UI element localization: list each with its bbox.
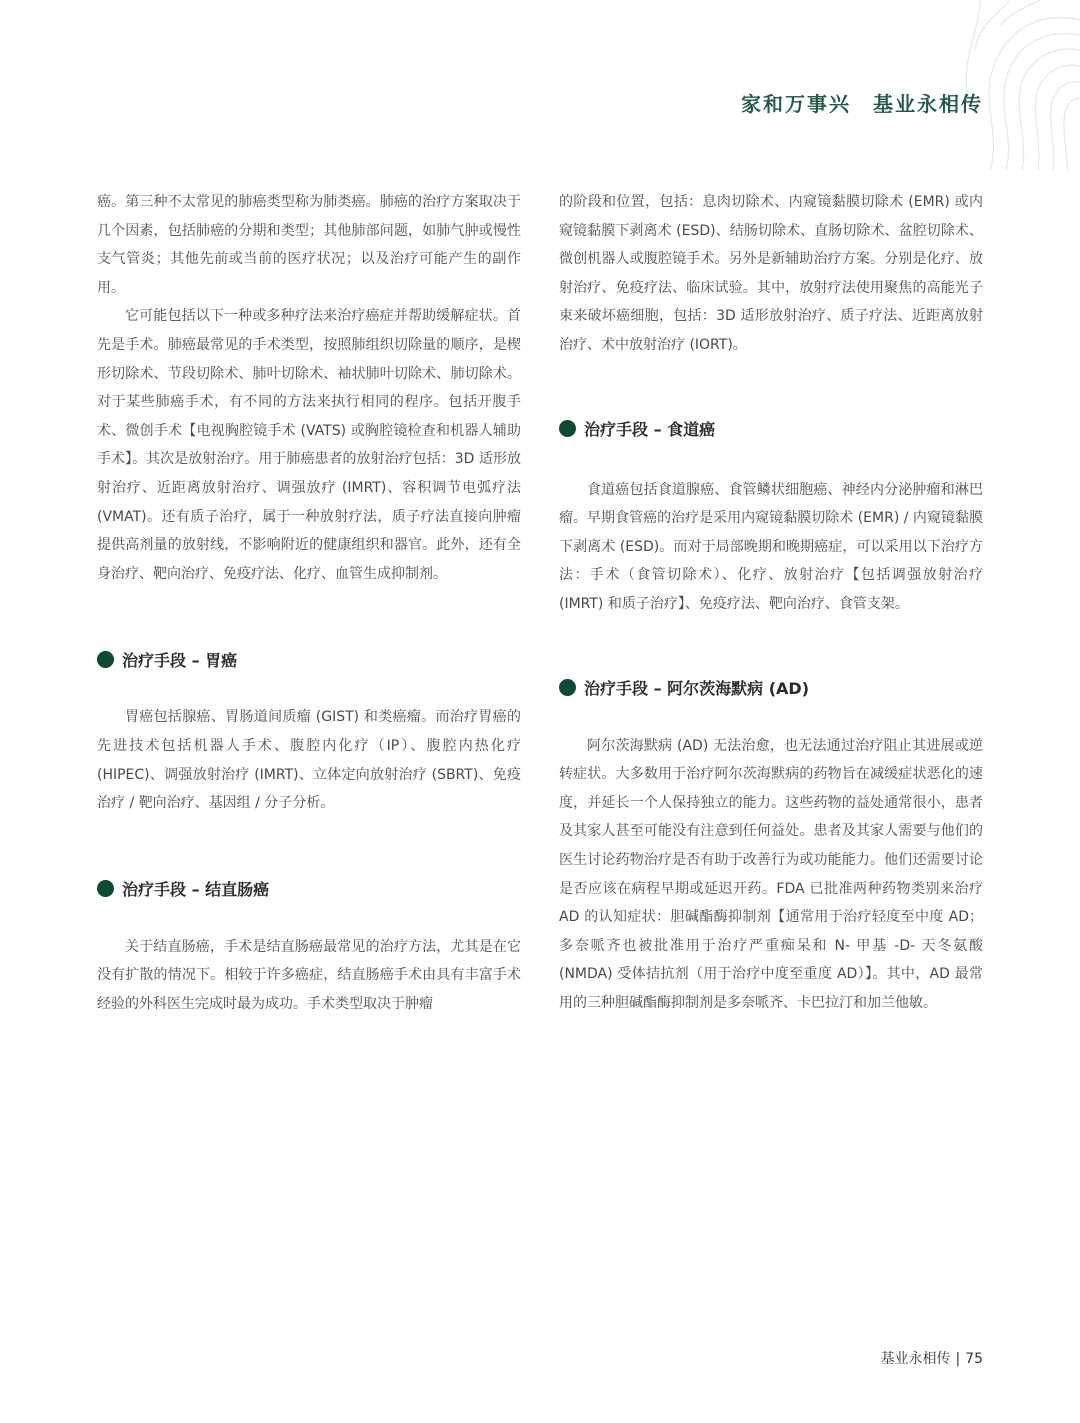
section-heading-esophageal-text: 治疗手段 – 食道癌 <box>584 420 716 440</box>
paragraph-stomach: 胃癌包括腺癌、胃肠道间质瘤 (GIST) 和类癌瘤。而治疗胃癌的先进技术包括机器人手术、腹腔内化疗（IP）、腹腔内热化疗 (HIPEC)、调强放射治疗 (IMRT)、立体定向放射治疗 (SBRT)、免疫治疗 / 靶向治疗、基因组 / 分子分析。 <box>97 709 521 812</box>
section-heading-colorectal <box>97 874 521 904</box>
section-heading-stomach-text: 治疗手段 – 胃癌 <box>122 650 238 670</box>
bullet-dot-icon <box>559 420 576 437</box>
section-heading-colorectal-text: 治疗手段 – 结直肠癌 <box>122 880 270 900</box>
section-heading-esophageal <box>559 414 983 444</box>
paragraph-esophageal: 食道癌包括食道腺癌、食管鳞状细胞癌、神经内分泌肿瘤和淋巴瘤。早期食管癌的治疗是采用内窥镜黏膜切除术 (EMR) / 内窥镜黏膜下剥离术 (ESD)。而对于局部晚期和晚期癌症，可以采用以下治疗方法：手术（食管切除术）、化疗、放射治疗【包括调强放射治疗 (IMRT) 和质子治疗】、免疫疗法、靶向治疗、食管支架。 <box>559 481 983 612</box>
section-heading-alzheimers <box>559 673 983 703</box>
left-column <box>97 188 521 1018</box>
bullet-dot-icon <box>97 651 114 668</box>
right-column <box>559 188 983 1017</box>
paragraph-lung-cont: 癌。第三种不太常见的肺癌类型称为肺类癌。肺癌的治疗方案取决于几个因素，包括肺癌的分期和类型；其他肺部问题，如肺气肿或慢性支气管炎；其他先前或当前的医疗状况；以及治疗可能产生的副作用。 <box>97 194 521 296</box>
footer-separator: | <box>955 1351 961 1367</box>
paragraph-colorectal: 关于结直肠癌，手术是结直肠癌最常见的治疗方法，尤其是在它没有扩散的情况下。相较于许多癌症，结直肠癌手术由具有丰富手术经验的外科医生完成时最为成功。手术类型取决于肿瘤 <box>97 938 521 1012</box>
section-heading-stomach <box>97 644 521 674</box>
fingerprint-decoration <box>920 0 1080 170</box>
page-footer <box>880 1348 983 1368</box>
header-title: 家和万事兴 基业永相传 <box>741 92 983 116</box>
paragraph-lung-therapies: 它可能包括以下一种或多种疗法来治疗癌症并帮助缓解症状。首先是手术。肺癌最常见的手术类型，按照肺组织切除量的顺序，是楔形切除术、节段切除术、肺叶切除术、袖状肺叶切除术、肺切除术。对于某些肺癌手术，有不同的方法来执行相同的程序。包括开腹手术、微创手术【电视胸腔镜手术 (VATS) 或胸腔镜检查和机器人辅助手术】。其次是放射治疗。用于肺癌患者的放射治疗包括：3D 适形放射治疗、近距离放射治疗、调强放疗 (IMRT)、容积调节电弧疗法 (VMAT)。还有质子治疗，属于一种放射疗法，质子疗法直接向肿瘤提供高剂量的放射线，不影响附近的健康组织和器官。此外，还有全身治疗、靶向治疗、免疫疗法、化疗、血管生成抑制剂。 <box>97 308 521 582</box>
bullet-dot-icon <box>559 679 576 696</box>
bullet-dot-icon <box>97 880 114 897</box>
footer-brand: 基业永相传 <box>880 1351 951 1367</box>
page-number: 75 <box>965 1351 983 1367</box>
paragraph-colorectal-cont: 的阶段和位置，包括：息肉切除术、内窥镜黏膜切除术 (EMR) 或内窥镜黏膜下剥离术 (ESD)、结肠切除术、直肠切除术、盆腔切除术、微创机器人或腹腔镜手术。另外是新辅助治疗方案。分别是化疗、放射治疗、免疫疗法、临床试验。其中，放射疗法使用聚焦的高能光子束来破坏癌细胞，包括：3D 适形放射治疗、质子疗法、近距离放射治疗、术中放射治疗 (IORT)。 <box>559 194 983 353</box>
section-heading-alzheimers-text: 治疗手段 – 阿尔茨海默病 (AD) <box>584 679 810 699</box>
paragraph-alzheimers: 阿尔茨海默病 (AD) 无法治愈，也无法通过治疗阻止其进展或逆转症状。大多数用于治疗阿尔茨海默病的药物旨在减缓症状恶化的速度，并延长一个人保持独立的能力。这些药物的益处通常很小，患者及其家人甚至可能没有注意到任何益处。患者及其家人需要与他们的医生讨论药物治疗是否有助于改善行为或功能能力。他们还需要讨论是否应该在病程早期或延迟开药。FDA 已批准两种药物类别来治疗 AD 的认知症状：胆碱酯酶抑制剂【通常用于治疗轻度至中度 AD；多奈哌齐也被批准用于治疗严重痴呆和 N- 甲基 -D- 天冬氨酸 (NMDA) 受体拮抗剂（用于治疗中度至重度 AD）】。其中，AD 最常用的三种胆碱酯酶抑制剂是多奈哌齐、卡巴拉汀和加兰他敏。 <box>559 737 983 1011</box>
